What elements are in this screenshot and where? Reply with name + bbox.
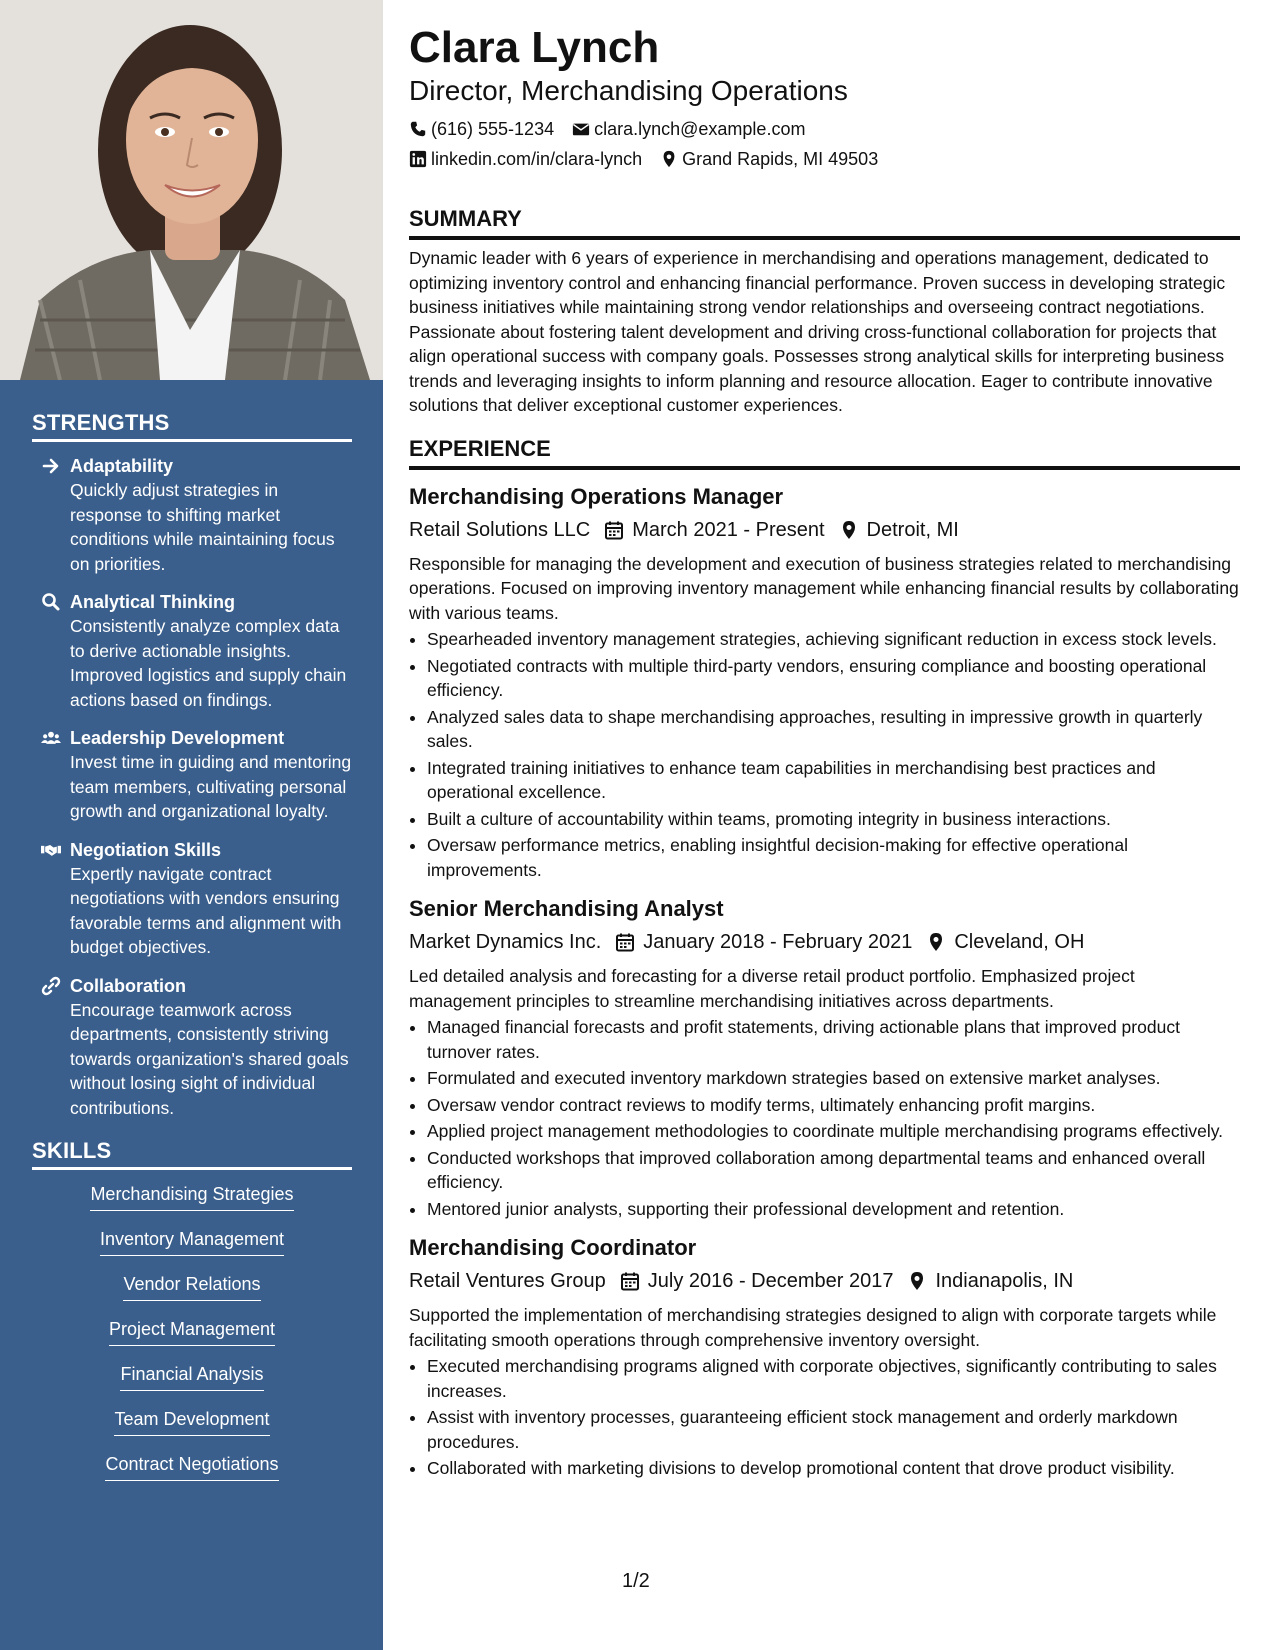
job-dates-text: January 2018 - February 2021 — [643, 931, 913, 953]
job-bullet: • Collaborated with marketing divisions to develop promotional content that drove product visibility. — [427, 1456, 1240, 1481]
strengths-section — [32, 410, 352, 1120]
summary-section — [409, 206, 1240, 418]
skill-item — [32, 1317, 352, 1362]
job-entry — [409, 1233, 1240, 1481]
job-bullet: • Applied project management methodologies to coordinate multiple merchandising programs effectively. — [427, 1119, 1240, 1144]
handshake-icon — [32, 838, 70, 960]
strengths-heading: STRENGTHS — [32, 410, 352, 442]
experience-heading: EXPERIENCE — [409, 436, 1240, 470]
job-company: Retail Solutions LLC — [409, 518, 591, 541]
skill-item — [32, 1452, 352, 1497]
linkedin-icon — [409, 150, 427, 168]
job-meta — [409, 514, 1240, 546]
job-bullet: • Mentored junior analysts, supporting their professional development and retention. — [427, 1197, 1240, 1222]
job-dates — [604, 514, 824, 546]
strength-description: Expertly navigate contract negotiations with vendors ensuring favorable terms and alignment with budget objectives. — [70, 863, 342, 957]
skill-item — [32, 1182, 352, 1227]
job-location-text: Detroit, MI — [866, 518, 959, 541]
job-bullets — [409, 1015, 1240, 1221]
phone-icon — [409, 120, 427, 138]
job-bullets — [409, 627, 1240, 882]
job-bullet: • Formulated and executed inventory markdown strategies based on extensive market analyses. — [427, 1066, 1240, 1091]
summary-text: Dynamic leader with 6 years of experience in merchandising and operations management, dedicated to optimizing inventory control and enhancing financial performance. Proven success in developing strategic business initiatives while maintaining strong vendor relationships and overseeing contract negotiations. Passionate about fostering talent development and driving cross-functional collaboration for projects that align operational success with company goals. Possesses strong analytical skills for interpreting business trends and leveraging insights to inform planning and resource allocation. Eager to contribute innovative solutions that deliver exceptional customer experiences. — [409, 248, 1226, 415]
strength-title: Collaboration — [70, 975, 186, 996]
contact-location — [660, 144, 878, 174]
job-description: Responsible for managing the development and execution of business strategies related to merchandising operations. Focused on improving inventory management while enhancing financial results by collaborating with various teams. — [409, 553, 1239, 623]
calendar-icon — [604, 520, 624, 540]
job-entry — [409, 482, 1240, 883]
experience-section — [409, 436, 1240, 1481]
skill-label: Vendor Relations — [123, 1272, 260, 1301]
strength-title: Analytical Thinking — [70, 592, 236, 612]
job-bullet: • Assist with inventory processes, guaranteeing efficient stock management and orderly markdown procedures. — [427, 1405, 1240, 1454]
contact-phone — [409, 114, 554, 144]
strength-description: Quickly adjust strategies in response to shifting market conditions while maintaining focus on priorities. — [70, 480, 335, 574]
skill-label: Contract Negotiations — [105, 1452, 278, 1481]
strength-description: Consistently analyze complex data to derive actionable insights. Improved logistics and supply chain actions based on findings. — [70, 616, 347, 710]
skills-section — [32, 1138, 352, 1497]
strength-item — [32, 726, 352, 824]
candidate-role: Director, Merchandising Operations — [409, 75, 848, 106]
calendar-icon — [620, 1271, 640, 1291]
strength-item — [32, 838, 352, 960]
skill-label: Merchandising Strategies — [90, 1182, 293, 1211]
skill-label: Financial Analysis — [120, 1362, 263, 1391]
skills-heading: SKILLS — [32, 1138, 352, 1170]
job-bullet: • Spearheaded inventory management strategies, achieving significant reduction in excess stock levels. — [427, 627, 1240, 652]
envelope-icon — [572, 120, 590, 138]
job-location-text: Cleveland, OH — [954, 931, 1085, 953]
skill-item — [32, 1362, 352, 1407]
skill-label: Team Development — [114, 1407, 269, 1436]
job-bullet: • Negotiated contracts with multiple third-party vendors, ensuring compliance and boosting operational efficiency. — [427, 654, 1240, 703]
job-description: Led detailed analysis and forecasting for a diverse retail product portfolio. Emphasized project management principles to streamline merchandising initiatives across departments. — [409, 966, 1135, 1011]
arrow-right-icon — [32, 454, 70, 576]
strength-item — [32, 974, 352, 1121]
phone-text: (616) 555-1234 — [431, 119, 555, 139]
strength-item — [32, 454, 352, 576]
map-pin-icon — [839, 520, 859, 540]
summary-heading: SUMMARY — [409, 206, 1240, 240]
contact-row-2 — [409, 144, 1240, 174]
map-pin-icon — [907, 1271, 927, 1291]
job-location-text: Indianapolis, IN — [935, 1270, 1074, 1292]
job-company: Retail Ventures Group — [409, 1270, 606, 1292]
job-dates-text: March 2021 - Present — [632, 518, 825, 541]
contact-email[interactable] — [572, 114, 805, 144]
job-location — [839, 514, 959, 546]
strength-title: Adaptability — [70, 456, 174, 476]
job-bullet: • Executed merchandising programs aligned with corporate objectives, significantly contributing to sales increases. — [427, 1354, 1240, 1403]
job-entry — [409, 894, 1240, 1221]
candidate-name: Clara Lynch — [409, 23, 660, 72]
skill-label: Project Management — [109, 1317, 275, 1346]
job-bullet: • Built a culture of accountability within teams, promoting integrity in business interactions. — [427, 807, 1240, 832]
job-bullet: • Oversaw performance metrics, enabling insightful decision-making for effective operational improvements. — [427, 833, 1240, 882]
strength-item — [32, 590, 352, 712]
map-pin-icon — [926, 932, 946, 952]
contact-row — [409, 114, 1240, 144]
job-bullets — [409, 1354, 1240, 1481]
users-icon — [32, 726, 70, 824]
linkedin-text: linkedin.com/in/clara-lynch — [431, 149, 643, 169]
link-icon — [32, 974, 70, 1121]
main-content — [409, 22, 1240, 1483]
skill-item — [32, 1407, 352, 1452]
page-number: 1/2 — [622, 1570, 650, 1592]
job-bullet: • Conducted workshops that improved collaboration among departmental teams and enhanced overall efficiency. — [427, 1146, 1240, 1195]
strength-title: Leadership Development — [70, 728, 285, 748]
email-text: clara.lynch@example.com — [594, 119, 806, 139]
skill-label: Inventory Management — [100, 1227, 284, 1256]
search-icon — [32, 590, 70, 712]
sidebar — [0, 0, 383, 1650]
strength-description: Encourage teamwork across departments, consistently striving towards organization's shared goals without losing sight of individual contributions. — [70, 999, 349, 1118]
job-meta — [409, 926, 1240, 958]
job-dates-text: July 2016 - December 2017 — [647, 1270, 894, 1292]
map-pin-icon — [660, 150, 678, 168]
job-company: Market Dynamics Inc. — [409, 931, 602, 953]
skill-item — [32, 1227, 352, 1272]
job-title: Senior Merchandising Analyst — [409, 896, 724, 921]
job-bullet: • Integrated training initiatives to enhance team capabilities in merchandising best practices and operational excellence. — [427, 756, 1240, 805]
job-bullet: • Oversaw vendor contract reviews to modify terms, ultimately enhancing profit margins. — [427, 1093, 1240, 1118]
job-location — [907, 1265, 1073, 1297]
job-dates — [620, 1265, 894, 1297]
job-meta — [409, 1265, 1240, 1297]
job-description: Supported the implementation of merchandising strategies designed to align with corporate targets while facilitating smooth operations through comprehensive inventory oversight. — [409, 1305, 1217, 1350]
skill-item — [32, 1272, 352, 1317]
calendar-icon — [615, 932, 635, 952]
location-text: Grand Rapids, MI 49503 — [682, 149, 879, 169]
job-dates — [615, 926, 912, 958]
job-title: Merchandising Coordinator — [409, 1235, 697, 1260]
strength-description: Invest time in guiding and mentoring team members, cultivating personal growth and organizational loyalty. — [70, 752, 352, 821]
job-bullet: • Analyzed sales data to shape merchandising approaches, resulting in impressive growth in quarterly sales. — [427, 705, 1240, 754]
profile-photo — [0, 0, 383, 380]
contact-linkedin[interactable] — [409, 144, 642, 174]
job-location — [926, 926, 1084, 958]
job-bullet: • Managed financial forecasts and profit statements, driving actionable plans that improved product turnover rates. — [427, 1015, 1240, 1064]
job-title: Merchandising Operations Manager — [409, 483, 784, 509]
strength-title: Negotiation Skills — [70, 839, 222, 860]
skills-list — [32, 1182, 352, 1497]
